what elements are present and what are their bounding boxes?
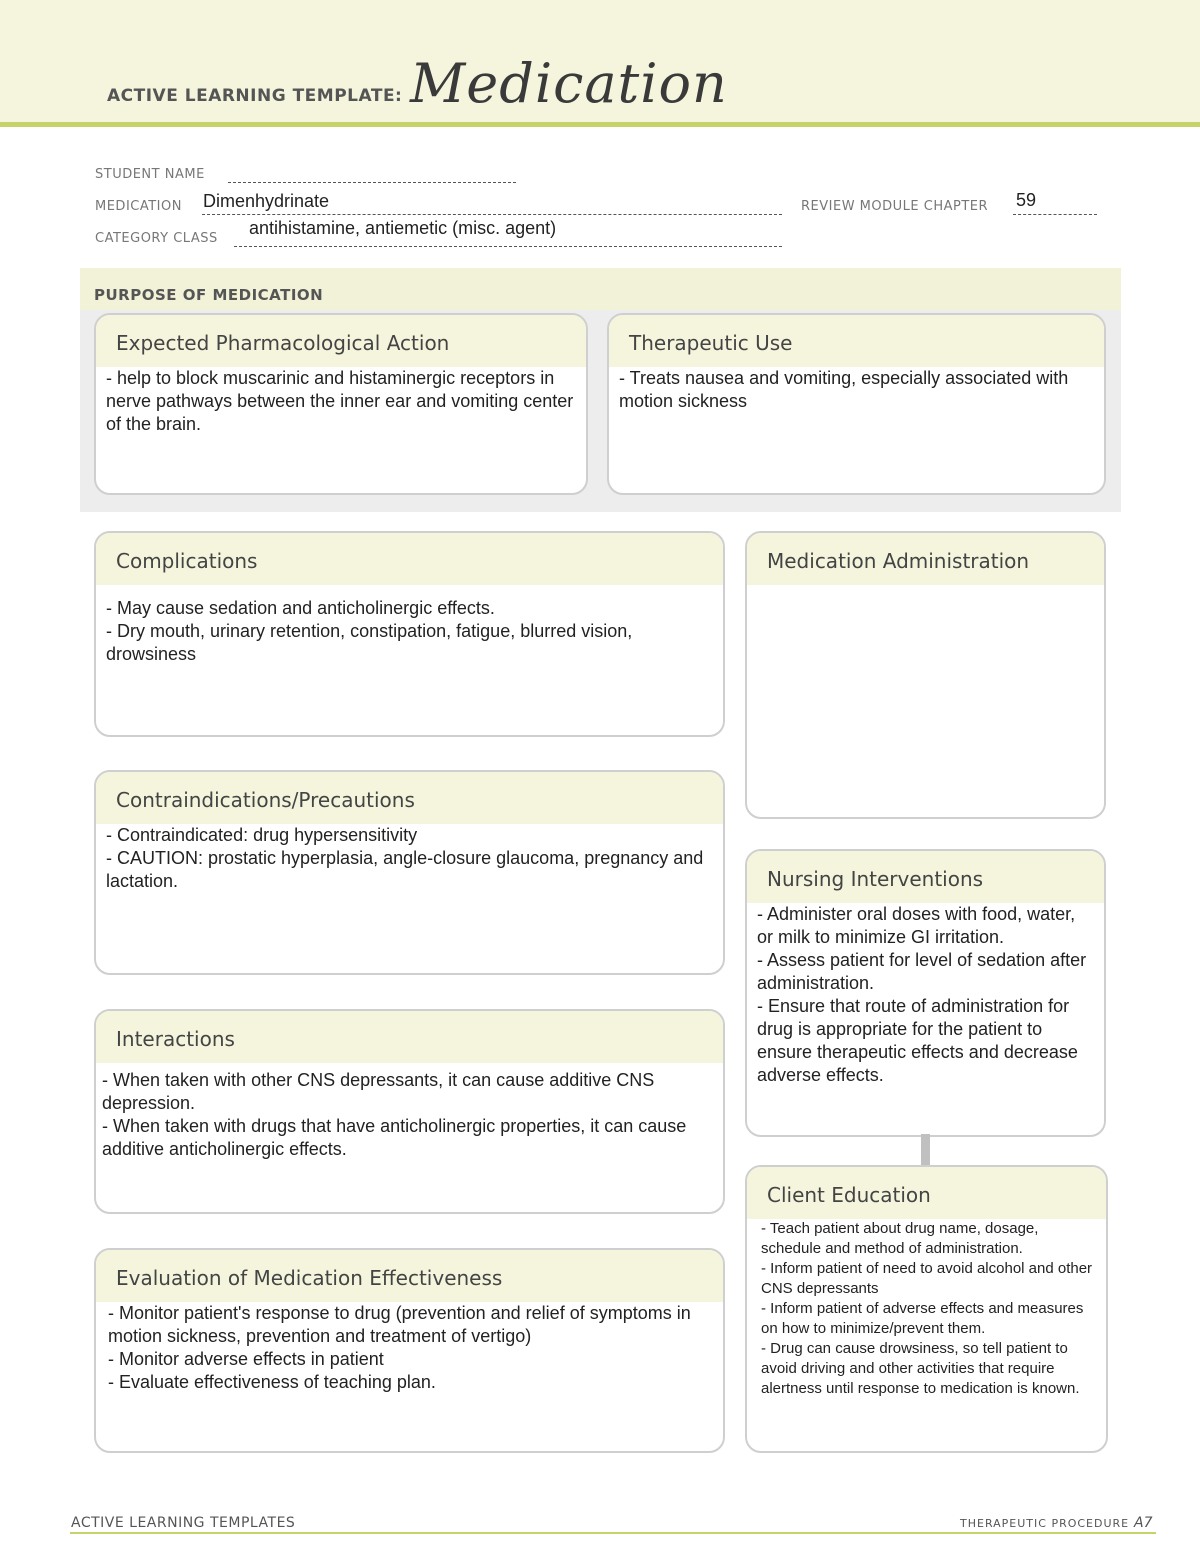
complications-body xyxy=(96,585,723,666)
template-label: ACTIVE LEARNING TEMPLATE: xyxy=(107,86,403,106)
interactions-box[interactable] xyxy=(94,1009,725,1214)
medication-label: MEDICATION xyxy=(95,199,182,214)
client-education-body xyxy=(747,1219,1106,1399)
medication-administration-box[interactable] xyxy=(745,531,1106,819)
student-name-label: STUDENT NAME xyxy=(95,167,205,182)
purpose-label: PURPOSE OF MEDICATION xyxy=(94,286,324,304)
therapeutic-use-body xyxy=(609,367,1104,413)
review-module-value: 59 xyxy=(1016,190,1037,210)
complications-title: Complications xyxy=(96,533,723,585)
evaluation-box[interactable] xyxy=(94,1248,725,1453)
expected-action-line: - help to block muscarinic and histaminergic receptors in nerve pathways between the inner ear and vomiting center of the brain. xyxy=(106,368,574,434)
medication-administration-title: Medication Administration xyxy=(747,533,1104,585)
interactions-body xyxy=(96,1063,723,1161)
evaluation-title: Evaluation of Medication Effectiveness xyxy=(96,1250,723,1302)
connector-bar xyxy=(921,1134,930,1166)
interactions-line: - When taken with other CNS depressants, it can cause additive CNS depression. xyxy=(102,1070,655,1113)
nursing-interventions-body xyxy=(747,903,1104,1087)
contraindications-line: - CAUTION: prostatic hyperplasia, angle-closure glaucoma, pregnancy and lactation. xyxy=(106,848,704,891)
therapeutic-use-box[interactable] xyxy=(607,313,1106,495)
contraindications-body xyxy=(96,824,723,893)
expected-action-box[interactable] xyxy=(94,313,588,495)
nursing-interventions-box[interactable] xyxy=(745,849,1106,1137)
client-education-box[interactable] xyxy=(745,1165,1108,1453)
review-module-label: REVIEW MODULE CHAPTER xyxy=(801,199,989,214)
evaluation-line: - Monitor adverse effects in patient xyxy=(108,1349,384,1369)
category-class-value: antihistamine, antiemetic (misc. agent) xyxy=(249,218,557,238)
interactions-title: Interactions xyxy=(96,1011,723,1063)
expected-action-body xyxy=(96,367,586,436)
nursing-interventions-line: - Administer oral doses with food, water, or milk to minimize GI irritation. xyxy=(757,904,1076,947)
page-number: A7 xyxy=(1134,1515,1153,1531)
student-name-field[interactable] xyxy=(228,170,516,183)
evaluation-line: - Monitor patient's response to drug (prevention and relief of symptoms in motion sickness, prevention and treatment of vertigo) xyxy=(108,1303,691,1346)
client-education-line: - Inform patient of need to avoid alcohol and other CNS depressants xyxy=(761,1260,1093,1297)
complications-line: - May cause sedation and anticholinergic effects. xyxy=(106,598,495,618)
nursing-interventions-title: Nursing Interventions xyxy=(747,851,1104,903)
evaluation-line: - Evaluate effectiveness of teaching plan. xyxy=(108,1372,436,1392)
client-education-line: - Drug can cause drowsiness, so tell patient to avoid driving and other activities that require alertness until response to medication is known. xyxy=(761,1340,1080,1397)
contraindications-title: Contraindications/Precautions xyxy=(96,772,723,824)
complications-box[interactable] xyxy=(94,531,725,737)
footer-right-label: THERAPEUTIC PROCEDURE xyxy=(960,1517,1130,1530)
therapeutic-use-title: Therapeutic Use xyxy=(609,315,1104,367)
category-class-label: CATEGORY CLASS xyxy=(95,231,218,246)
contraindications-box[interactable] xyxy=(94,770,725,975)
complications-line: - Dry mouth, urinary retention, constipation, fatigue, blurred vision, drowsiness xyxy=(106,621,633,664)
client-education-line: - Teach patient about drug name, dosage, schedule and method of administration. xyxy=(761,1220,1039,1257)
page-title: Medication xyxy=(410,52,728,115)
client-education-title: Client Education xyxy=(747,1167,1106,1219)
therapeutic-use-line: - Treats nausea and vomiting, especially associated with motion sickness xyxy=(619,368,1069,411)
interactions-line: - When taken with drugs that have anticholinergic properties, it can cause additive anticholinergic effects. xyxy=(102,1116,687,1159)
medication-value: Dimenhydrinate xyxy=(203,191,330,211)
nursing-interventions-line: - Assess patient for level of sedation after administration. xyxy=(757,950,1087,993)
footer-rule xyxy=(70,1532,1156,1534)
contraindications-line: - Contraindicated: drug hypersensitivity xyxy=(106,825,418,845)
client-education-line: - Inform patient of adverse effects and measures on how to minimize/prevent them. xyxy=(761,1300,1084,1337)
evaluation-body xyxy=(96,1302,723,1394)
footer-left-label: ACTIVE LEARNING TEMPLATES xyxy=(71,1515,296,1531)
nursing-interventions-line: - Ensure that route of administration for drug is appropriate for the patient to ensure therapeutic effects and decrease adverse effects. xyxy=(757,996,1078,1085)
expected-action-title: Expected Pharmacological Action xyxy=(96,315,586,367)
